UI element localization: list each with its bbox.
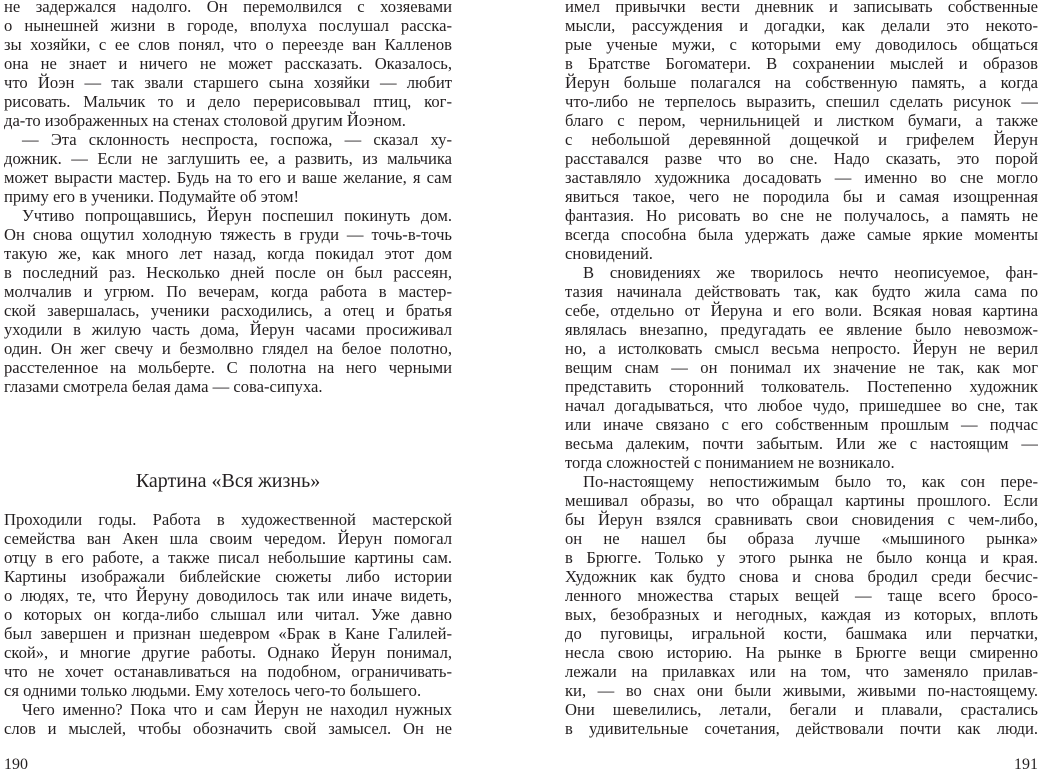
text-line: бы Йерун взялся сравнивать свои сновидения с чем-либо, xyxy=(565,510,1038,529)
page-number-left: 190 xyxy=(4,756,28,773)
text-line: ки, — во снах они были живыми, живыми по-настоящему. xyxy=(565,681,1038,700)
text-line: — Эта склонность неспроста, госпожа, — сказал ху- xyxy=(22,130,452,149)
text-line: вых, безобразных и негодных, каждая из которых, вплоть xyxy=(565,605,1038,624)
text-line: может вырасти мастер. Будь на то его и ваше желание, я сам xyxy=(4,168,452,187)
text-line: сновидений. xyxy=(565,244,653,263)
text-line: до пуговицы, игральной кости, башмака или перчатки, xyxy=(565,624,1038,643)
text-line: вещим снам — он понимал их значение не так, как мог xyxy=(565,358,1038,377)
text-line: но, а истолковать смысл весьма непросто. Йерун не верил xyxy=(565,339,1038,358)
text-line: весьма далеким, почти забытым. Или же с настоящим — xyxy=(565,434,1038,453)
text-line: Они шевелились, летали, бегали и плавали, срастались xyxy=(565,700,1038,719)
text-line: она не знает и ничего не может рассказать. Оказалось, xyxy=(4,54,452,73)
chapter-heading: Картина «Вся жизнь» xyxy=(135,470,321,492)
text-line: уходили в жилую часть дома, Йерун часами просиживал xyxy=(4,320,452,339)
text-line: о нынешней жизни в городе, вполуха послушал расска- xyxy=(4,16,452,35)
text-line: себе, отдельно от Йеруна и его воли. Всякая новая картина xyxy=(565,301,1038,320)
text-line: заставляло художника досадовать — именно во сне могло xyxy=(565,168,1038,187)
text-line: Йерун больше полагался на собственную память, а когда xyxy=(565,73,1038,92)
text-line: зы хозяйки, с ее слов понял, что о переезде ван Калленов xyxy=(4,35,452,54)
text-line: ся одними только людьми. Ему хотелось чего-то большего. xyxy=(4,681,422,700)
text-line: являлась внезапно, предугадать ее явление было невозмож- xyxy=(565,320,1038,339)
text-line: Он снова ощутил холодную тяжесть в груди — точь-в-точь xyxy=(4,225,452,244)
text-line: что Йоэн — так звали старшего сына хозяйки — любит xyxy=(4,73,452,92)
text-line: да-то изображенных на стенах столовой другим Йоэном. xyxy=(4,111,406,130)
text-line: Учтиво попрощавшись, Йерун поспешил покинуть дом. xyxy=(22,206,452,225)
text-line: Чего именно? Пока что и сам Йерун не находил нужных xyxy=(22,700,452,719)
text-line: семейства ван Акен шла своим чередом. Йерун помогал xyxy=(4,529,452,548)
text-line: тазия начинала действовать так, как будто жила сама по xyxy=(565,282,1038,301)
page-number-right: 191 xyxy=(1014,756,1038,773)
text-line: ленного множества старых вещей — таще всего брoсо- xyxy=(565,586,1038,605)
text-line: не задержался надолго. Он перемолвился с хозяевами xyxy=(4,0,452,16)
text-line: Проходили годы. Работа в художественной мастерской xyxy=(4,510,452,529)
left-text-block-1 xyxy=(4,0,452,396)
text-line: один. Он жег свечу и безмолвно глядел на белое полотно, xyxy=(4,339,452,358)
left-text-block-2 xyxy=(4,510,452,738)
text-line: явиться такое, чего не породила бы и самая изощренная xyxy=(565,187,1038,206)
text-line: По-настоящему непостижимым было то, как сон пере- xyxy=(583,472,1038,491)
text-line: в Брюгге. Только у этого рынка не было конца и края. xyxy=(565,548,1038,567)
text-line: рые ученые мужи, с которыми ему доводилось общаться xyxy=(565,35,1038,54)
text-line: начал догадываться, что любое чудо, пришедшее во сне, так xyxy=(565,396,1038,415)
text-line: фантазия. Но рисовать во сне не получалось, а память не xyxy=(565,206,1038,225)
text-line: что не хочет останавливаться на подобном, ограничивать- xyxy=(4,662,452,681)
left-page xyxy=(4,0,452,776)
text-line: что-либо не терпелось выразить, спешил сделать рисунок — xyxy=(565,92,1038,111)
text-line: с небольшой деревянной дощечкой и грифелем Йерун xyxy=(565,130,1038,149)
text-line: имел привычки вести дневник и записывать собственные xyxy=(565,0,1038,16)
text-line: дожник. — Если не заглушить ее, а развить, из мальчика xyxy=(4,149,452,168)
text-line: рисовать. Мальчик то и дело перерисовывал птиц, ког- xyxy=(4,92,452,111)
text-line: о которых он когда-либо слышал или читал. Уже давно xyxy=(4,605,452,624)
right-text-block xyxy=(565,0,1038,738)
text-line: о людях, те, что Йеруну доводилось так или иначе видеть, xyxy=(4,586,452,605)
text-line: такую же, как много лет назад, когда покидал этот дом xyxy=(4,244,452,263)
text-line: или иначе связано с его собственным прошлым — подчас xyxy=(565,415,1038,434)
text-line: несла свою историю. На рынке в Брюгге вещи смиренно xyxy=(565,643,1038,662)
text-line: был завершен и признан шедевром «Брак в Кане Галилей- xyxy=(4,624,452,643)
text-line: всегда способна была удержать даже самые яркие моменты xyxy=(565,225,1038,244)
text-line: тогда сложностей с пониманием не возникало. xyxy=(565,453,895,472)
text-line: приму его в ученики. Подумайте об этом! xyxy=(4,187,299,206)
text-line: Художник как будто снова и снова бродил среди бесчис- xyxy=(565,567,1038,586)
right-page xyxy=(565,0,1038,776)
text-line: Картины изображали библейские сюжеты либо истории xyxy=(4,567,452,586)
text-line: слов и мыслей, чтобы обозначить свой замысел. Он не xyxy=(4,719,452,738)
text-line: отцу в его работе, а также писал небольшие картины сам. xyxy=(4,548,452,567)
text-line: мысли, рассуждения и догадки, как делали это некото- xyxy=(565,16,1038,35)
text-line: представить сторонний толкователь. Постепенно художник xyxy=(565,377,1038,396)
text-line: расставался разве что во сне. Надо сказать, это порой xyxy=(565,149,1038,168)
text-line: благо с пером, чернильницей и листком бумаги, а также xyxy=(565,111,1038,130)
text-line: молчалив и угрюм. По вечерам, когда работа в мастер- xyxy=(4,282,452,301)
text-line: расстеленное на мольберте. С полотна на него черными xyxy=(4,358,452,377)
text-line: в последний раз. Несколько дней после он был рассеян, xyxy=(4,263,452,282)
text-line: он не нашел бы образа лучше «мышиного рынка» xyxy=(565,529,1038,548)
text-line: ской завершалась, ученики расходились, а отец и братья xyxy=(4,301,452,320)
text-line: глазами смотрела белая дама — сова-сипуха. xyxy=(4,377,323,396)
text-line: в удивительные сочетания, действовали почти как люди. xyxy=(565,719,1038,738)
text-line: мешивал образы, во что обращал картины прошлого. Если xyxy=(565,491,1038,510)
text-line: в Братстве Богоматери. В сохранении мыслей и образов xyxy=(565,54,1038,73)
text-line: лежали на прилавках или на том, что заменяло прилав- xyxy=(565,662,1038,681)
text-line: ской», и многие другие работы. Однако Йерун понимал, xyxy=(4,643,452,662)
text-line: В сновидениях же творилось нечто неописуемое, фан- xyxy=(583,263,1038,282)
